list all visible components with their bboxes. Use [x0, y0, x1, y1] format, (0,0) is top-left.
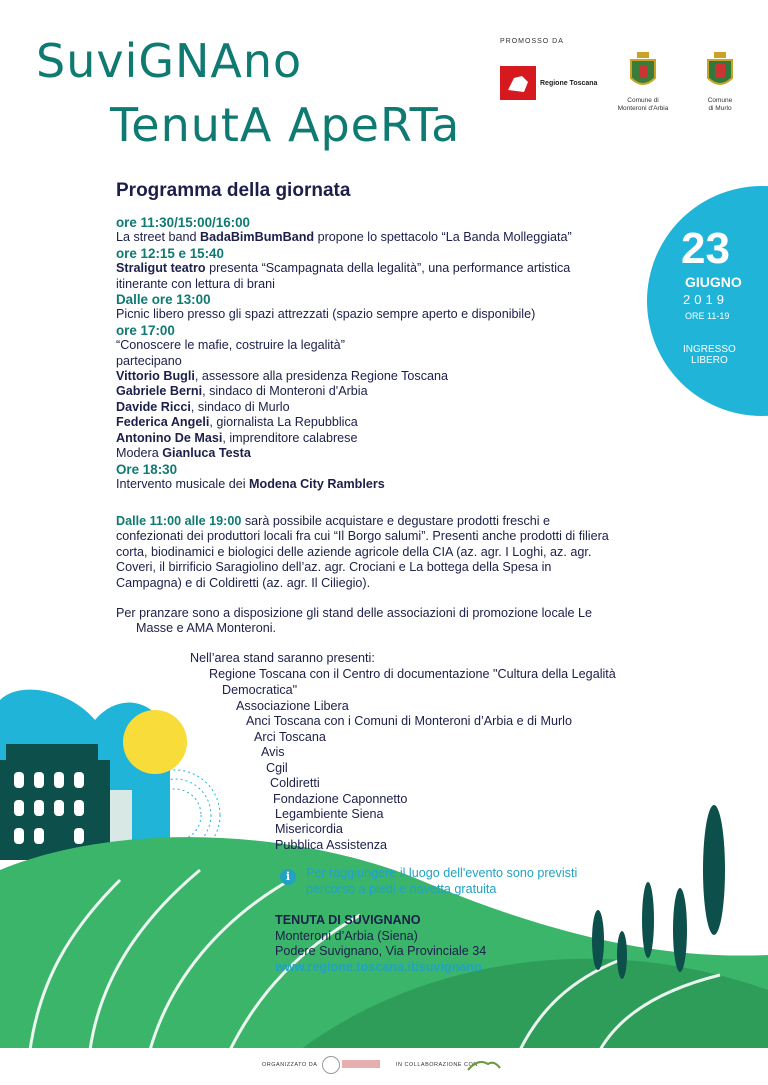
- venue-name: TENUTA DI SUVIGNANO: [275, 913, 421, 927]
- stand-item: Anci Toscana con i Comuni di Monteroni d’Arbia e di Murlo: [246, 714, 572, 728]
- entry-line2: LIBERO: [691, 355, 728, 366]
- program-heading: Programma della giornata: [116, 180, 351, 201]
- stand-item: Cgil: [266, 761, 288, 775]
- person-name: Antonino De Masi: [116, 430, 223, 445]
- stand-item: Associazione Libera: [236, 699, 349, 713]
- program-item: [116, 292, 636, 323]
- program-time: ore 12:15 e 15:40: [116, 245, 224, 261]
- program-item: [116, 246, 636, 292]
- stand-item: Arci Toscana: [254, 730, 326, 744]
- market-paragraph: [116, 514, 616, 591]
- program-text: presenta “Scampagnata della legalità”, una performance artistica itinerante con lettura di brani: [116, 261, 571, 291]
- info-line1: Per raggiungere il luogo dell'evento sono previsti: [306, 866, 578, 880]
- entry-line1: INGRESSO: [683, 344, 736, 355]
- person-name: Davide Ricci: [116, 399, 191, 414]
- event-title-line1: SuviGNAno: [36, 34, 303, 88]
- person-role: , giornalista La Repubblica: [209, 415, 358, 430]
- murlo-crest-icon: [705, 52, 735, 92]
- promoted-by-label: PROMOSSO DA: [500, 38, 564, 45]
- comune-monteroni-line1: Comune di: [627, 97, 659, 104]
- market-text: sarà possibile acquistare e degustare prodotti freschi e confezionati dei produttori locali fra cui “Il Borgo salumi”. Presenti anche prodotti di filiera corta, biodinamici e biologici delle aziende agricole della CIA (az. agr. I Loghi, az. agr. Coveri, il birrificio Saragiolino dell’az. agr. Crociani e La bottega della Spesa in Campagna) e di Coldiretti (az. agr. Il Ciliegio).: [116, 514, 609, 590]
- stand-item: Regione Toscana con il Centro di documentazione "Cultura della Legalità: [209, 667, 616, 681]
- regione-toscana-label: Regione Toscana: [540, 80, 598, 87]
- date-day: 23: [681, 224, 730, 273]
- date-year: 2019: [683, 292, 728, 307]
- music-band: Modena City Ramblers: [249, 476, 385, 491]
- music-time: Ore 18:30: [116, 461, 178, 477]
- organizer-seal-icon: [322, 1056, 340, 1074]
- comune-murlo-caption: [698, 97, 742, 113]
- program-performer: BadaBimBumBand: [200, 230, 315, 245]
- panel-person: [116, 369, 636, 384]
- panel-intro: partecipano: [116, 353, 182, 368]
- person-name: Vittorio Bugli: [116, 369, 195, 384]
- comune-murlo-line2: di Murlo: [708, 105, 732, 112]
- info-line2: percorso a piedi e navetta gratuita: [306, 882, 497, 896]
- panel-person: [116, 415, 636, 430]
- program-time: ore 17:00: [116, 322, 175, 338]
- lunch-line2: Masse e AMA Monteroni.: [136, 621, 276, 636]
- lunch-line1: Per pranzare sono a disposizione gli stand delle associazioni di promozione locale Le: [116, 606, 593, 620]
- person-role: , sindaco di Murlo: [190, 399, 290, 414]
- panel-person: [116, 400, 636, 415]
- comune-murlo-line1: Comune: [707, 97, 733, 104]
- stands-intro: Nell’area stand saranno presenti:: [190, 651, 375, 665]
- event-title-line2: TenutA ApeRTa: [110, 98, 461, 152]
- music-text: Intervento musicale dei: [116, 476, 250, 491]
- stand-item: Legambiente Siena: [275, 807, 384, 821]
- program-item: [116, 215, 636, 246]
- person-name: Gabriele Berni: [116, 384, 203, 399]
- program-text: La street band: [116, 230, 201, 245]
- program-text: Picnic libero presso gli spazi attrezzati (spazio sempre aperto e disponibile): [116, 307, 536, 322]
- panel-moderator: [116, 446, 636, 461]
- date-month: GIUGNO: [685, 274, 742, 290]
- person-role: , imprenditore calabrese: [222, 430, 358, 445]
- program-time: Dalle ore 13:00: [116, 292, 211, 308]
- partner-logo: [466, 1054, 502, 1074]
- stand-item: Democratica": [222, 683, 298, 697]
- panel-person: [116, 431, 636, 446]
- monteroni-crest-icon: [628, 52, 658, 92]
- entry-info: [683, 344, 736, 366]
- stand-item: Fondazione Caponnetto: [273, 792, 408, 806]
- venue-city: Monteroni d’Arbia (Siena): [275, 928, 418, 943]
- comune-monteroni-line2: Monteroni d'Arbia: [617, 105, 669, 112]
- organized-by-label: ORGANIZZATO DA: [262, 1062, 318, 1068]
- program-list: [116, 215, 636, 492]
- program-performer: Straligut teatro: [116, 261, 206, 276]
- comune-monteroni-caption: [612, 97, 674, 113]
- program-time: ore 11:30/15:00/16:00: [116, 215, 251, 230]
- stand-item: Pubblica Assistenza: [275, 838, 388, 852]
- regione-toscana-logo: [500, 66, 536, 100]
- person-role: , sindaco di Monteroni d'Arbia: [202, 384, 368, 399]
- moderator-name: Gianluca Testa: [162, 446, 251, 461]
- collaboration-label: IN COLLABORAZIONE CON: [396, 1062, 478, 1068]
- date-hours: ORE 11-19: [685, 311, 730, 321]
- info-text: [306, 865, 577, 897]
- person-name: Federica Angeli: [116, 415, 210, 430]
- stand-item: Misericordia: [275, 822, 343, 836]
- person-role: , assessore alla presidenza Regione Toscana: [194, 369, 449, 384]
- venue-contact: [275, 913, 486, 975]
- program-text: propone lo spettacolo “La Banda Molleggiata”: [314, 230, 572, 245]
- program-text: “Conoscere le mafie, costruire la legalità”: [116, 338, 345, 353]
- program-item: [116, 323, 636, 354]
- venue-website-link[interactable]: www.regione.toscana.it/suvignano: [275, 959, 482, 974]
- stand-item: Coldiretti: [270, 776, 320, 790]
- fondazione-logo: [342, 1060, 380, 1068]
- info-icon: i: [280, 869, 296, 885]
- venue-address: Podere Suvignano, Via Provinciale 34: [275, 944, 487, 959]
- moderator-label: Modera: [116, 446, 163, 461]
- footer-strip: [0, 1048, 768, 1085]
- lunch-paragraph: [116, 606, 636, 637]
- market-hours: Dalle 11:00 alle 19:00: [116, 514, 242, 528]
- panel-person: [116, 384, 636, 399]
- stand-item: Avis: [261, 745, 285, 759]
